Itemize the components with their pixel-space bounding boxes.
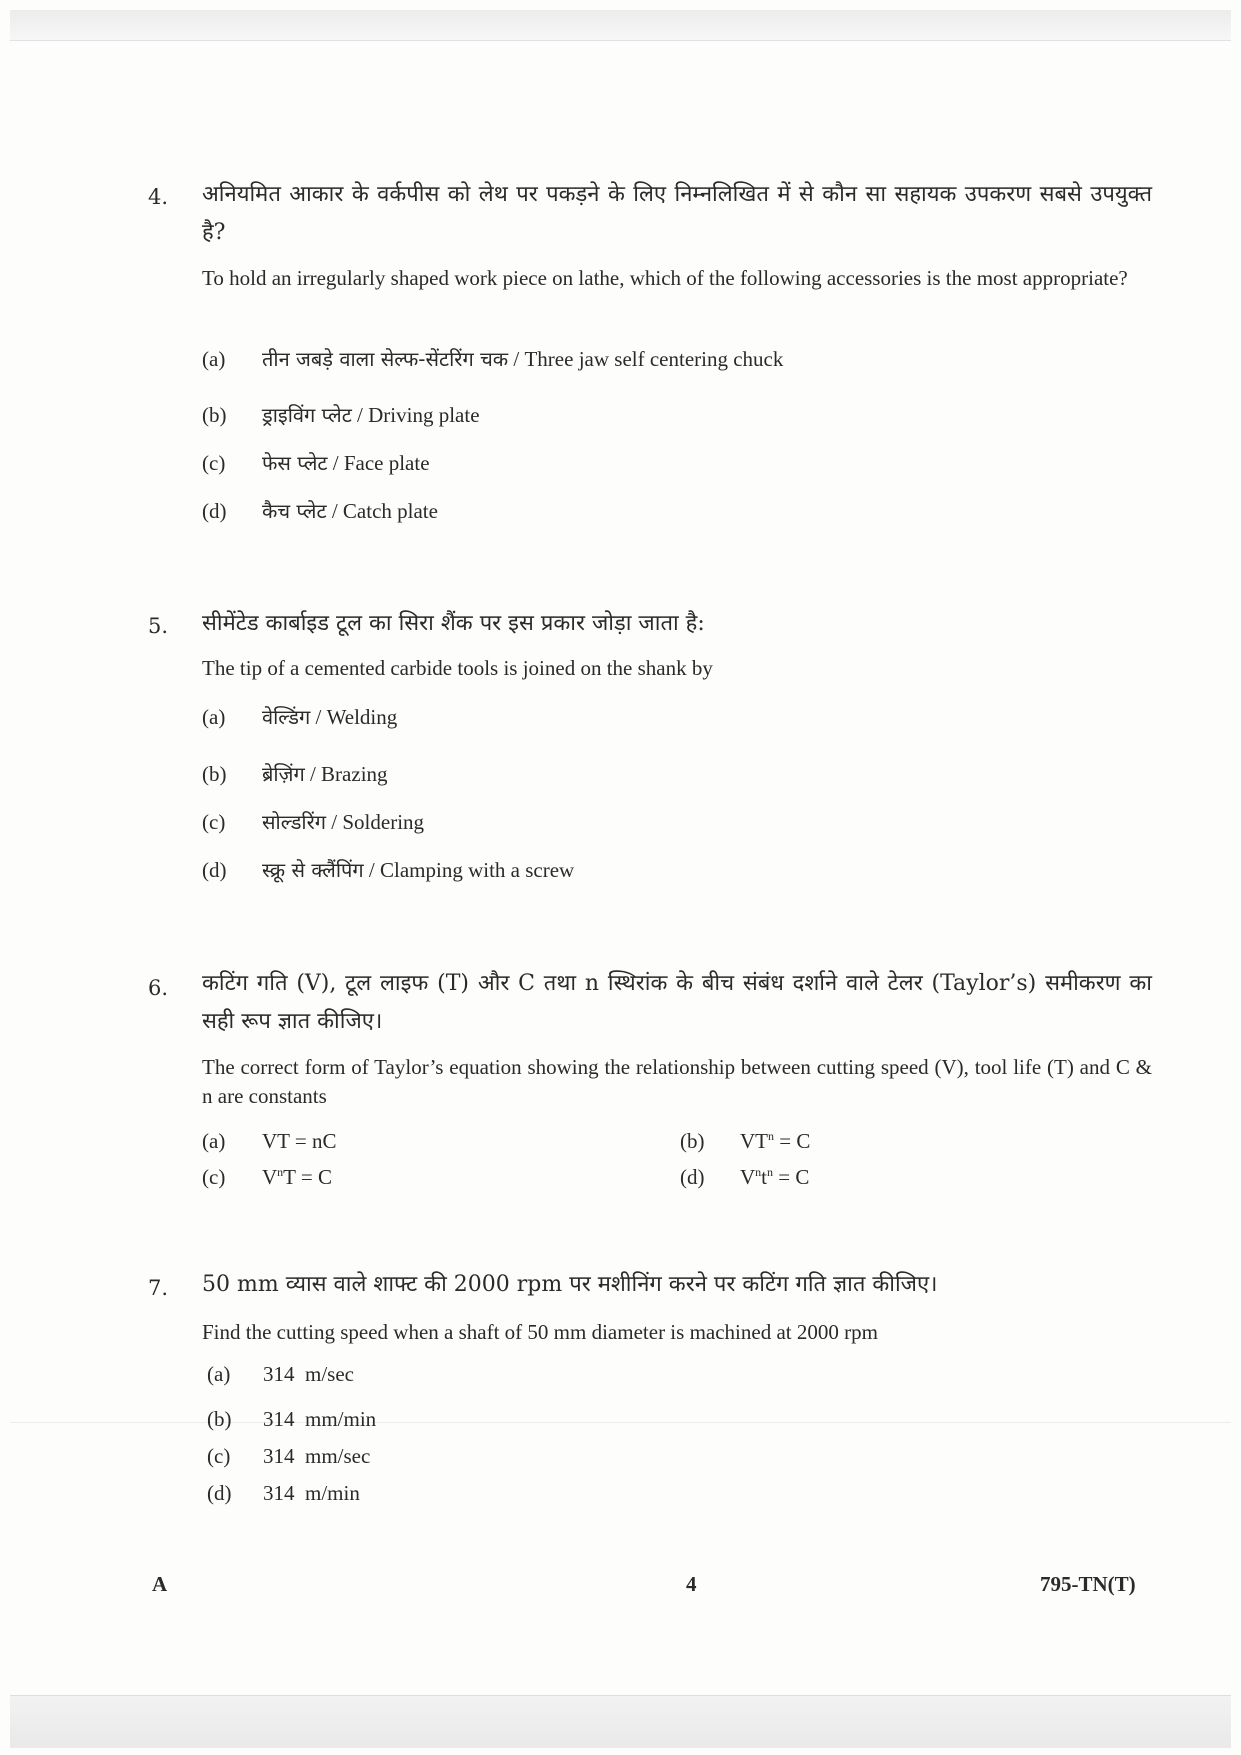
option-c: (c) सोल्डरिंग / Soldering	[202, 810, 425, 834]
option-d: (d) स्क्रू से क्लैंपिंग / Clamping with a screw	[202, 858, 575, 882]
question-text-hindi: 50 mm व्यास वाले शाफ्ट की 2000 rpm पर मशीनिंग करने पर कटिंग गति ज्ञात कीजिए।	[202, 1272, 938, 1297]
option-a: (a) तीन जबड़े वाला सेल्फ-सेंटरिंग चक / Three jaw self centering chuck	[202, 347, 784, 371]
footer-series: A	[152, 1572, 168, 1596]
option-d: (d) $V^nt^n = C$	[680, 1165, 810, 1189]
footer-page-number: 4	[686, 1572, 697, 1596]
question-text-english: To hold an irregularly shaped work piece on lathe, which of the following accessories is the most appropriate?	[202, 266, 1128, 290]
question-number: 7.	[148, 1276, 169, 1300]
option-a: (a) VT = nC	[202, 1129, 337, 1153]
footer-paper-code: 795-TN(T)	[1040, 1572, 1136, 1596]
question-text-english: The correct form of Taylor’s equation showing the relationship between cutting speed (V), tool life (T) and C & n are constants	[202, 1055, 1152, 1108]
question-text-hindi: कटिंग गति (V), टूल लाइफ (T) और C तथा n स्थिरांक के बीच संबंध दर्शाने वाले टेलर (Taylor’s) समीकरण का सही रूप ज्ञात कीजिए।	[202, 971, 1152, 1034]
scan-artifact-line	[10, 1422, 1231, 1423]
option-b: (b) ड्राइविंग प्लेट / Driving plate	[202, 403, 480, 427]
option-c: (c) फेस प्लेट / Face plate	[202, 451, 430, 475]
scan-bottom-edge	[10, 1695, 1231, 1748]
question-number: 5.	[148, 614, 169, 638]
option-c: (c) $V^nT = C$	[202, 1165, 332, 1189]
option-b: (b) $VT^n = C$	[680, 1129, 811, 1153]
question-number: 6.	[148, 976, 169, 1000]
option-a: (a) वेल्डिंग / Welding	[202, 705, 398, 729]
question-number: 4.	[148, 185, 169, 209]
option-a: (a) 314 m/sec	[207, 1362, 354, 1386]
option-c: (c) 314 mm/sec	[207, 1444, 371, 1468]
question-text-english: The tip of a cemented carbide tools is joined on the shank by	[202, 656, 713, 680]
question-text-hindi: अनियमित आकार के वर्कपीस को लेथ पर पकड़ने के लिए निम्नलिखित में से कौन सा सहायक उपकरण सबसे उपयुक्त है?	[202, 182, 1152, 245]
question-text-hindi: सीमेंटेड कार्बाइड टूल का सिरा शैंक पर इस प्रकार जोड़ा जाता है:	[202, 611, 705, 636]
option-b: (b) 314 mm/min	[207, 1407, 377, 1431]
option-d: (d) 314 m/min	[207, 1481, 360, 1505]
question-text-english: Find the cutting speed when a shaft of 50 mm diameter is machined at 2000 rpm	[202, 1320, 878, 1344]
scan-top-edge	[10, 10, 1231, 41]
option-d: (d) कैच प्लेट / Catch plate	[202, 499, 438, 523]
option-b: (b) ब्रेज़िंग / Brazing	[202, 762, 388, 786]
